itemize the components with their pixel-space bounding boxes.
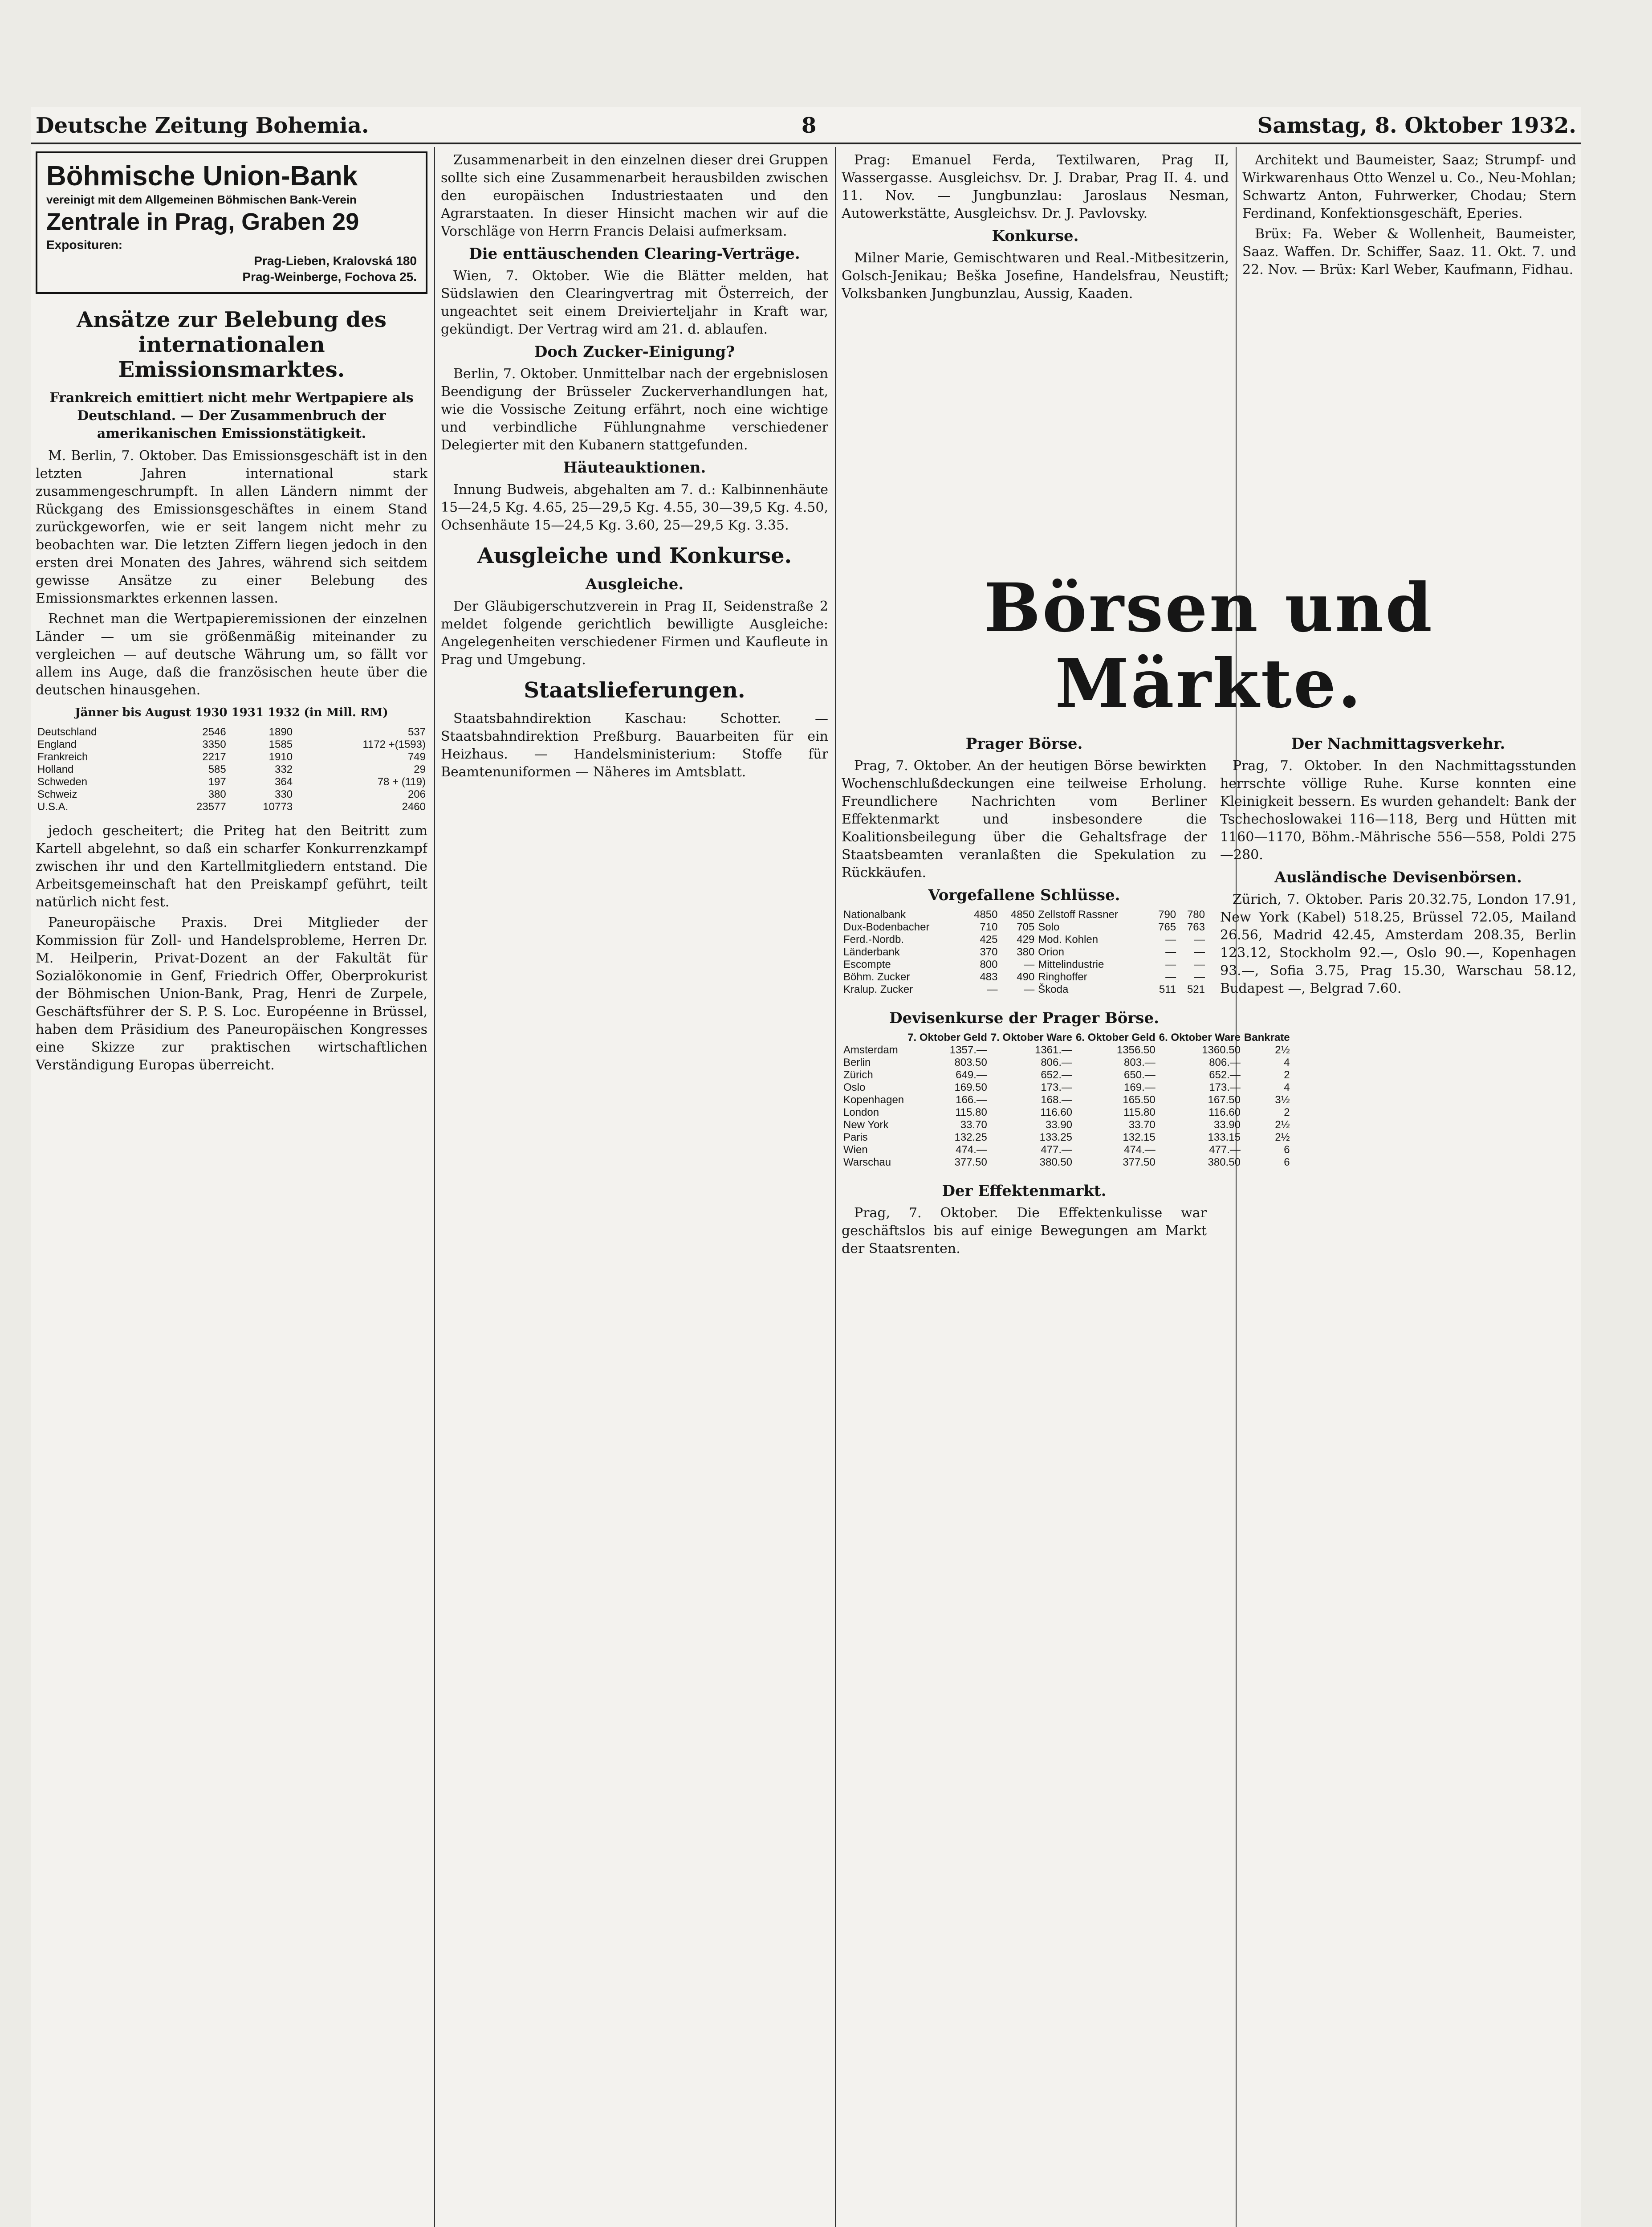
value-cell: 1360.50 bbox=[1202, 1044, 1241, 1056]
column-2 bbox=[441, 151, 828, 2227]
value-cell: 377.50 bbox=[1123, 1156, 1156, 1168]
name-cell: Orion bbox=[1038, 946, 1064, 958]
value-cell: 2 bbox=[1284, 1106, 1290, 1118]
value-cell: 173.— bbox=[1041, 1081, 1073, 1093]
value-cell: 78 + (119) bbox=[377, 776, 426, 788]
city-cell: Kopenhagen bbox=[843, 1094, 904, 1106]
header-cell: 7. Oktober Ware bbox=[990, 1032, 1073, 1044]
value-cell: 649.— bbox=[956, 1069, 987, 1081]
name-cell: Mittelindustrie bbox=[1038, 959, 1104, 971]
paragraph: jedoch gescheitert; die Priteg hat den Beitritt zum Kartell abgelehnt, so daß ein scharfer Konkurrenzkampf zwischen ihr und den Kartellmitgliedern entstand. Die Arbeitsgemeinschaft hat den Preiskampf geführt, teilt natürlich nicht fest. bbox=[36, 823, 427, 910]
column-rule bbox=[434, 147, 435, 2227]
value-cell: 803.50 bbox=[954, 1056, 987, 1069]
market-left bbox=[842, 730, 1290, 1260]
value-cell: 749 bbox=[407, 751, 426, 763]
paragraph: Berlin, 7. Oktober. Unmittelbar nach der ergebnislosen Beendigung der Brüsseler Zuckerverhandlungen hat, wie die Vossische Zeitung erfährt, noch eine wichtige und verbindliche Fühlungnahme verschiedener Delegierter mit den Kubanern stattgefunden. bbox=[441, 366, 828, 453]
subheading: Vorgefallene Schlüsse. bbox=[928, 886, 1120, 904]
emission-table bbox=[36, 726, 427, 813]
value-cell: 511 bbox=[1159, 983, 1176, 995]
value-cell: 33.70 bbox=[960, 1119, 987, 1131]
city-cell: Berlin bbox=[843, 1056, 871, 1069]
value-cell: 6 bbox=[1284, 1144, 1290, 1156]
value-cell: 765 bbox=[1158, 921, 1176, 933]
value-cell: 521 bbox=[1187, 983, 1205, 995]
value-cell: 1585 bbox=[269, 738, 293, 750]
value-cell: 429 bbox=[1017, 934, 1035, 946]
paragraph: Brüx: Fa. Weber & Wollenheit, Baumeister, Saaz. Waffen. Dr. Schiffer, Saaz. 11. Okt. 7. und 22. Nov. — Brüx: Karl Weber, Kaufmann, Fidhau. bbox=[1242, 226, 1576, 277]
value-cell: 197 bbox=[208, 776, 226, 788]
paragraph: Staatsbahndirektion Kaschau: Schotter. — Staatsbahndirektion Preßburg. Bauarbeiten für ein Heizhaus. — Handelsministerium: Stoffe für Beamtenuniformen — Näheres im Amtsblatt. bbox=[441, 711, 828, 780]
schluesse-table bbox=[842, 909, 1207, 996]
city-cell: Amsterdam bbox=[843, 1044, 898, 1056]
value-cell: 1356.50 bbox=[1116, 1044, 1156, 1056]
value-cell: — bbox=[1165, 959, 1176, 971]
table-row bbox=[36, 738, 427, 751]
value-cell: 585 bbox=[208, 763, 226, 775]
country-cell: U.S.A. bbox=[37, 801, 69, 813]
bank-seat: Zentrale in Prag, Graben 29 bbox=[46, 208, 359, 235]
city-cell: London bbox=[843, 1106, 879, 1118]
header-cell: 6. Oktober Geld bbox=[1076, 1032, 1156, 1044]
value-cell: 483 bbox=[980, 971, 998, 983]
value-cell: 790 bbox=[1158, 909, 1176, 921]
section-heading: Ausgleiche und Konkurse. bbox=[477, 543, 792, 568]
value-cell: 800 bbox=[980, 959, 998, 971]
value-cell: 364 bbox=[275, 776, 293, 788]
bank-expos-2: Prag-Weinberge, Fochova 25. bbox=[242, 270, 417, 284]
table-row bbox=[36, 788, 427, 801]
city-cell: Zürich bbox=[843, 1069, 873, 1081]
value-cell: 380.50 bbox=[1208, 1156, 1241, 1168]
paragraph: Paneuropäische Praxis. Drei Mitglieder der Kommission für Zoll- und Handelsprobleme, Herren Dr. M. Heilperin, Privat-Dozent an der Fakultät für Sozialökonomie in Genf, Friedrich Offer, Oberprokurist der Böhmischen Union-Bank, Prag, Henri de Zurpele, Geschäftsführer der S. P. S. Loc. Européenne in Brüssel, haben dem Präsidium des Paneuropäischen Kongresses eine Skizze zur praktischen wirtschaftlichen Verständigung Europas überreicht. bbox=[36, 915, 427, 1073]
value-cell: 132.15 bbox=[1123, 1131, 1156, 1143]
value-cell: 763 bbox=[1187, 921, 1205, 933]
value-cell: 133.15 bbox=[1208, 1131, 1241, 1143]
name-cell: Dux-Bodenbacher bbox=[843, 921, 930, 933]
paragraph: Prag, 7. Oktober. In den Nachmittagsstunden herrschte völlige Ruhe. Kurse konnten eine Kleinigkeit bessern. Es wurden gehandelt: Bank der Tschechoslowakei 116—118, Berg und Hütten mit 1160—1170, Böhm.-Mährische 556—558, Poldi 275—280. bbox=[1220, 758, 1576, 863]
column-rule bbox=[835, 147, 836, 2227]
value-cell: 33.90 bbox=[1045, 1119, 1073, 1131]
value-cell: — bbox=[1194, 934, 1205, 946]
paragraph: Rechnet man die Wertpapieremissionen der einzelnen Länder — um sie größenmäßig miteinander zu vergleichen — auf deutsche Währung um, so fällt vor allem ins Auge, daß die französischen heute über die deutschen hinausgehen. bbox=[36, 611, 427, 698]
value-cell: 803.— bbox=[1124, 1056, 1156, 1069]
value-cell: 705 bbox=[1017, 921, 1035, 933]
paragraph: Prag: Emanuel Ferda, Textilwaren, Prag II, Wassergasse. Ausgleichsv. Dr. J. Drabar, Prag II. 4. und 11. Nov. — Jungbunzlau: Jaroslaus Nesman, Autowerkstätte, Ausgleichsv. Dr. J. Pavlovsky. bbox=[842, 152, 1229, 221]
name-cell: Zellstoff Rassner bbox=[1038, 909, 1118, 921]
table-row bbox=[36, 776, 427, 788]
table-row bbox=[842, 983, 1207, 996]
value-cell: 710 bbox=[980, 921, 998, 933]
value-cell: 1172 +(1593) bbox=[362, 738, 426, 750]
header-cell bbox=[842, 1032, 906, 1044]
value-cell: 3½ bbox=[1275, 1094, 1290, 1106]
table-row bbox=[842, 909, 1207, 921]
value-cell: 2½ bbox=[1275, 1044, 1290, 1056]
city-cell: Oslo bbox=[843, 1081, 866, 1093]
paragraph: M. Berlin, 7. Oktober. Das Emissionsgeschäft ist in den letzten Jahren international stark zusammengeschrumpft. In allen Ländern nimmt der Rückgang des Emissionsgeschäftes in einem Stand zurückgeworfen, wie er seit langem nicht mehr zu beobachten war. Die letzten Ziffern liegen jedoch in den ersten drei Monaten des Jahres, während sich seitdem gewisse Ansätze zu einer Belebung des Emissionsmarktes erkennen lassen. bbox=[36, 448, 427, 606]
value-cell: 477.— bbox=[1209, 1144, 1241, 1156]
subheading: Ausländische Devisenbörsen. bbox=[1274, 869, 1522, 886]
table-row bbox=[36, 726, 427, 738]
page-number: 8 bbox=[802, 113, 817, 138]
header-cell: Bankrate bbox=[1244, 1032, 1290, 1044]
bank-name: Böhmische Union-Bank bbox=[46, 161, 358, 192]
value-cell: 116.60 bbox=[1208, 1106, 1241, 1118]
value-cell: 4850 bbox=[1010, 909, 1035, 921]
value-cell: 370 bbox=[980, 946, 998, 958]
value-cell: 477.— bbox=[1041, 1144, 1073, 1156]
paragraph: Prag, 7. Oktober. Die Effektenkulisse war geschäftslos bis auf einige Bewegungen am Markt der Staatsrenten. bbox=[842, 1205, 1207, 1256]
value-cell: — bbox=[1165, 946, 1176, 958]
value-cell: 380 bbox=[1017, 946, 1035, 958]
column-3-top bbox=[842, 151, 1229, 552]
country-cell: Frankreich bbox=[37, 751, 88, 763]
column-4-top bbox=[1242, 151, 1576, 552]
value-cell: 33.70 bbox=[1128, 1119, 1156, 1131]
subheading: Der Nachmittagsverkehr. bbox=[1291, 735, 1506, 753]
value-cell: 1890 bbox=[269, 726, 293, 738]
value-cell: 173.— bbox=[1209, 1081, 1241, 1093]
paper-name: Deutsche Zeitung Bohemia. bbox=[36, 113, 369, 138]
paragraph: Zürich, 7. Oktober. Paris 20.32.75, London 17.91, New York (Kabel) 518.25, Brüssel 72.05, Mailand 26.56, Madrid 42.45, Amsterdam 208.35, Berlin 123.12, Stockholm 92.—, Oslo 90.—, Kopenhagen 93.—, Sofia 3.75, Prag 15.30, Warschau 58.12, Budapest —, Belgrad 7.60. bbox=[1220, 892, 1576, 996]
header-cell: 6. Oktober Ware bbox=[1159, 1032, 1241, 1044]
table-row bbox=[842, 971, 1207, 983]
subheading: Ausgleiche. bbox=[585, 575, 684, 593]
header-cell: 7. Oktober Geld bbox=[907, 1032, 987, 1044]
value-cell: 780 bbox=[1187, 909, 1205, 921]
paragraph: Zusammenarbeit in den einzelnen dieser drei Gruppen sollte sich eine Zusammenarbeit herausbilden zwischen den europäischen Industriestaaten und den Agrarstaaten. In dieser Hinsicht machen wir auf die Vorschläge von Herrn Francis Delaisi aufmerksam. bbox=[441, 152, 828, 239]
paragraph: Wien, 7. Oktober. Wie die Blätter melden, hat Südslawien den Clearingvertrag mit Österreich, der ungeachtet seit einem Dreivierteljahr in Kraft war, gekündigt. Der Vertrag wird am 21. d. ablaufen. bbox=[441, 268, 828, 337]
market-section bbox=[842, 561, 1576, 2227]
value-cell: — bbox=[1194, 959, 1205, 971]
name-cell: Škoda bbox=[1038, 983, 1069, 995]
value-cell: 116.60 bbox=[1040, 1106, 1073, 1118]
bank-expos-label: Exposituren: bbox=[46, 238, 123, 252]
subheading: Devisenkurse der Prager Börse. bbox=[889, 1009, 1159, 1027]
value-cell: — bbox=[1194, 946, 1205, 958]
issue-date: Samstag, 8. Oktober 1932. bbox=[1257, 113, 1576, 138]
city-cell: Warschau bbox=[843, 1156, 891, 1168]
name-cell: Ferd.-Nordb. bbox=[843, 934, 904, 946]
value-cell: 1910 bbox=[269, 751, 293, 763]
city-cell: Wien bbox=[843, 1144, 868, 1156]
table-row bbox=[842, 934, 1207, 946]
value-cell: 806.— bbox=[1209, 1056, 1241, 1069]
value-cell: 330 bbox=[275, 788, 293, 800]
value-cell: 2217 bbox=[202, 751, 226, 763]
value-cell: 2546 bbox=[202, 726, 226, 738]
name-cell: Länderbank bbox=[843, 946, 900, 958]
value-cell: 10773 bbox=[263, 801, 293, 813]
value-cell: 4 bbox=[1284, 1081, 1290, 1093]
table-row bbox=[842, 946, 1207, 959]
value-cell: 332 bbox=[275, 763, 293, 775]
value-cell: 425 bbox=[980, 934, 998, 946]
bank-advertisement bbox=[36, 151, 427, 294]
article-heading: Ansätze zur Belebung des internationalen Emissionsmarktes. bbox=[77, 307, 387, 382]
value-cell: 169.50 bbox=[954, 1081, 987, 1093]
bank-subtitle: vereinigt mit dem Allgemeinen Böhmischen Bank-Verein bbox=[46, 193, 357, 206]
table-row bbox=[36, 801, 427, 813]
value-cell: 652.— bbox=[1209, 1069, 1241, 1081]
value-cell: 6 bbox=[1284, 1156, 1290, 1168]
name-cell: Böhm. Zucker bbox=[843, 971, 910, 983]
name-cell: Solo bbox=[1038, 921, 1060, 933]
value-cell: 1361.— bbox=[1034, 1044, 1073, 1056]
value-cell: 3350 bbox=[202, 738, 226, 750]
value-cell: 537 bbox=[407, 726, 426, 738]
name-cell: Kralup. Zucker bbox=[843, 983, 913, 995]
value-cell: 165.50 bbox=[1123, 1094, 1156, 1106]
value-cell: 2½ bbox=[1275, 1119, 1290, 1131]
subheading: Der Effektenmarkt. bbox=[942, 1182, 1107, 1200]
value-cell: 4850 bbox=[974, 909, 998, 921]
paragraph: Prag, 7. Oktober. An der heutigen Börse bewirkten Wochenschlußdeckungen eine teilweise Erholung. Freundlichere Nachrichten vom Berliner Effektenmarkt und insbesondere die Koalitionsbeilegung über die Gehaltsfrage der Staatsbeamten veranlaßten die Spekulation zu Rückkäufen. bbox=[842, 758, 1207, 881]
value-cell: 490 bbox=[1017, 971, 1035, 983]
value-cell: 166.— bbox=[956, 1094, 987, 1106]
table-row bbox=[842, 959, 1207, 971]
value-cell: 33.90 bbox=[1213, 1119, 1241, 1131]
name-cell: Escompte bbox=[843, 959, 891, 971]
value-cell: — bbox=[987, 983, 998, 995]
name-cell: Mod. Kohlen bbox=[1038, 934, 1099, 946]
paragraph: Innung Budweis, abgehalten am 7. d.: Kalbinnenhäute 15—24,5 Kg. 4.65, 25—29,5 Kg. 4.55, 30—39,5 Kg. 4.50, Ochsenhäute 15—24,5 Kg. 3.60, 25—29,5 Kg. 3.35. bbox=[441, 482, 828, 533]
value-cell: 206 bbox=[407, 788, 426, 800]
value-cell: 115.80 bbox=[955, 1106, 987, 1118]
table-row bbox=[36, 763, 427, 776]
newspaper-page bbox=[31, 107, 1581, 2227]
value-cell: 2 bbox=[1284, 1069, 1290, 1081]
value-cell: 133.25 bbox=[1039, 1131, 1073, 1143]
paragraph: Milner Marie, Gemischtwaren und Real.-Mitbesitzerin, Golsch-Jenikau; Beška Josefine, Handelsfrau, Neustift; Volksbanken Jungbunzlau, Aussig, Kaaden. bbox=[842, 250, 1229, 302]
subheading: Die enttäuschenden Clearing-Verträge. bbox=[469, 245, 800, 263]
subheading: Konkurse. bbox=[992, 227, 1079, 245]
name-cell: Ringhoffer bbox=[1038, 971, 1087, 983]
table-row bbox=[36, 751, 427, 763]
value-cell: 474.— bbox=[956, 1144, 987, 1156]
country-cell: Schweden bbox=[37, 776, 88, 788]
value-cell: 806.— bbox=[1041, 1056, 1073, 1069]
value-cell: 115.80 bbox=[1123, 1106, 1156, 1118]
city-cell: Paris bbox=[843, 1131, 868, 1143]
value-cell: 169.— bbox=[1124, 1081, 1156, 1093]
name-cell: Nationalbank bbox=[843, 909, 906, 921]
market-right bbox=[1220, 730, 1576, 1260]
value-cell: 474.— bbox=[1124, 1144, 1156, 1156]
country-cell: Deutschland bbox=[37, 726, 97, 738]
value-cell: 4 bbox=[1284, 1056, 1290, 1069]
value-cell: 2460 bbox=[402, 801, 426, 813]
value-cell: — bbox=[1024, 959, 1035, 971]
value-cell: 650.— bbox=[1124, 1069, 1156, 1081]
subheading: Häuteauktionen. bbox=[563, 459, 706, 477]
column-1 bbox=[36, 151, 427, 2227]
value-cell: 132.25 bbox=[954, 1131, 987, 1143]
value-cell: 167.50 bbox=[1208, 1094, 1241, 1106]
city-cell: New York bbox=[843, 1119, 889, 1131]
country-cell: Schweiz bbox=[37, 788, 77, 800]
table-caption: Jänner bis August 1930 1931 1932 (in Mill. RM) bbox=[75, 706, 388, 719]
value-cell: 29 bbox=[414, 763, 426, 775]
section-heading: Staatslieferungen. bbox=[524, 678, 745, 703]
page-header bbox=[31, 107, 1581, 144]
value-cell: 168.— bbox=[1041, 1094, 1073, 1106]
value-cell: 23577 bbox=[196, 801, 226, 813]
country-cell: England bbox=[37, 738, 77, 750]
value-cell: 377.50 bbox=[954, 1156, 987, 1168]
value-cell: — bbox=[1165, 971, 1176, 983]
value-cell: — bbox=[1194, 971, 1205, 983]
paragraph: Architekt und Baumeister, Saaz; Strumpf- und Wirkwarenhaus Otto Wenzel u. Co., Neu-Mohlan; Schwartz Anton, Fuhrwerker, Chodau; Stern Ferdinand, Konfektionsgeschäft, Eperies. bbox=[1242, 152, 1576, 221]
value-cell: 2½ bbox=[1275, 1131, 1290, 1143]
country-cell: Holland bbox=[37, 763, 74, 775]
subheading: Doch Zucker-Einigung? bbox=[534, 343, 735, 361]
subheading: Prager Börse. bbox=[965, 735, 1083, 753]
value-cell: — bbox=[1165, 934, 1176, 946]
value-cell: — bbox=[1024, 983, 1035, 995]
paragraph: Der Gläubigerschutzverein in Prag II, Seidenstraße 2 meldet folgende gerichtlich bewilligte Ausgleiche: Angelegenheiten verschiedener Firmen und Kaufleute in Prag und Umgebung. bbox=[441, 599, 828, 668]
table-row bbox=[842, 921, 1207, 934]
value-cell: 1357.— bbox=[949, 1044, 987, 1056]
value-cell: 652.— bbox=[1041, 1069, 1073, 1081]
bank-expos-1: Prag-Lieben, Kralovská 180 bbox=[254, 254, 417, 268]
market-title: Börsen und Märkte. bbox=[984, 569, 1434, 723]
value-cell: 380.50 bbox=[1039, 1156, 1073, 1168]
value-cell: 380 bbox=[208, 788, 226, 800]
article-subheading: Frankreich emittiert nicht mehr Wertpapiere als Deutschland. — Der Zusammenbruch der amerikanischen Emissionstätigkeit. bbox=[49, 390, 414, 441]
